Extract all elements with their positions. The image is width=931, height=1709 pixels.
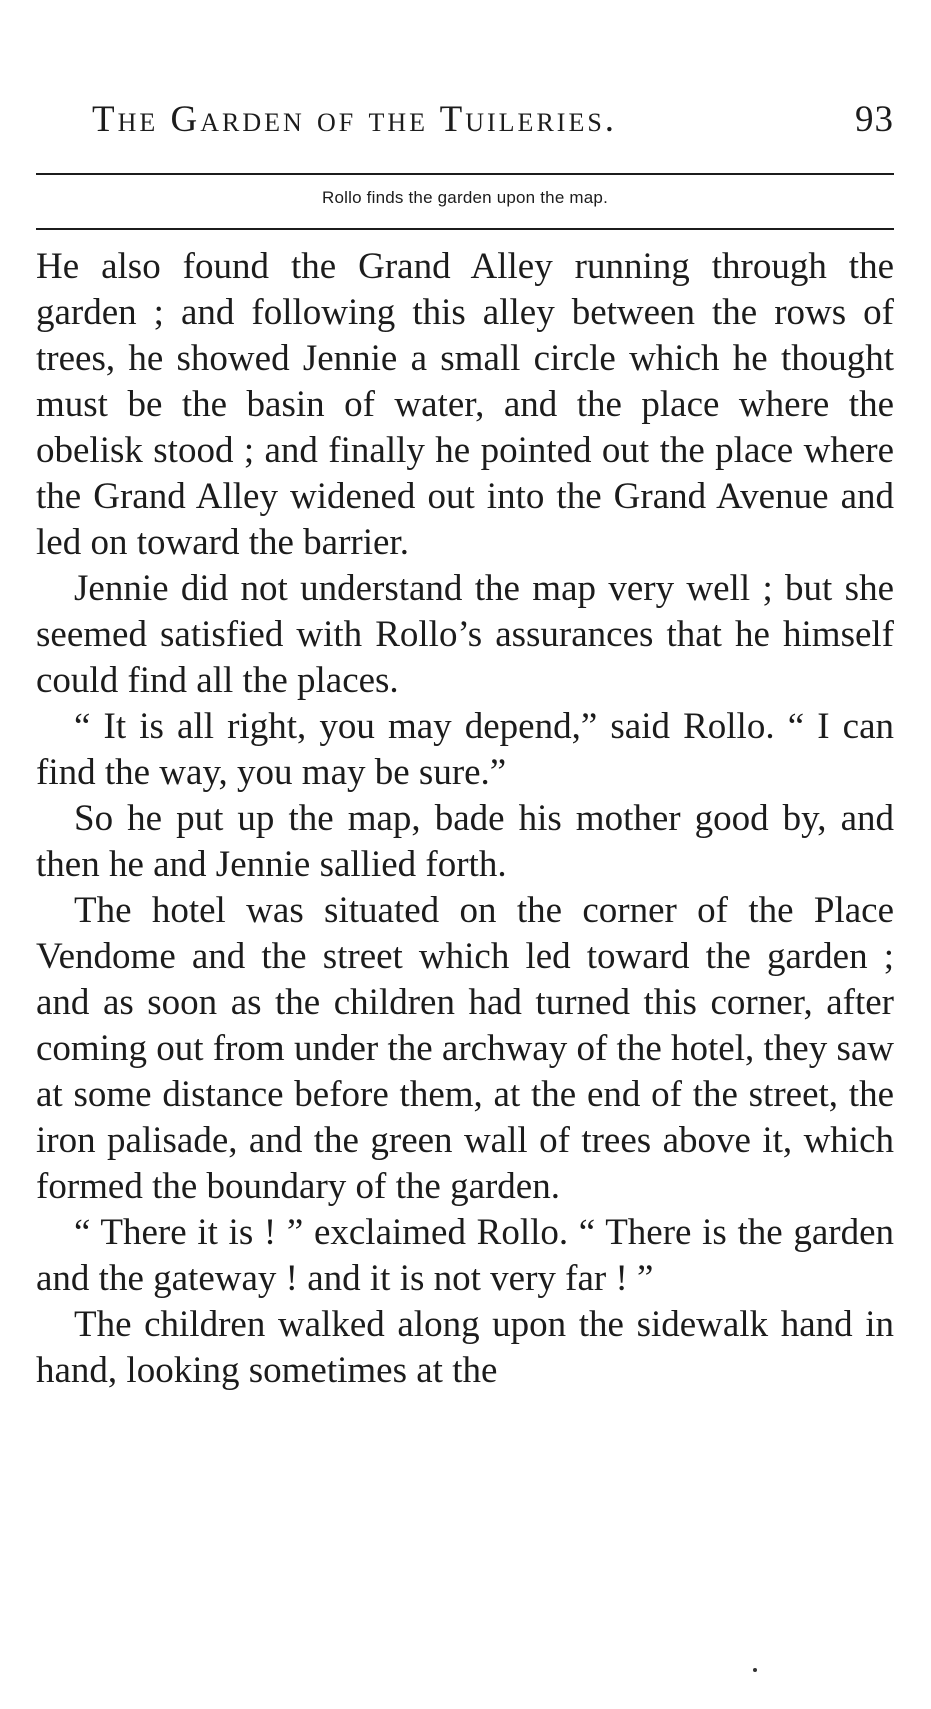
paragraph-6: “ There it is ! ” exclaimed Rollo. “ There is the garden and the gateway ! and it is not very far ! ” <box>36 1212 894 1299</box>
page-number: 93 <box>855 99 894 140</box>
paragraph-3: “ It is all right, you may depend,” said Rollo. “ I can find the way, you may be sure.” <box>36 706 894 793</box>
running-head <box>92 98 894 148</box>
body-text <box>36 244 894 1394</box>
running-title: The Garden of the Tuileries. <box>92 99 618 140</box>
paragraph-1: He also found the Grand Alley running through the garden ; and following this alley between the rows of trees, he showed Jennie a small circle which he thought must be the basin of water, and the place where the obelisk stood ; and finally he pointed out the place where the Grand Alley widened out into the Grand Avenue and led on toward the barrier. <box>36 246 894 563</box>
side-note: Rollo finds the garden upon the map. <box>322 188 608 207</box>
ink-speck <box>753 1668 757 1672</box>
paragraph-4: So he put up the map, bade his mother good by, and then he and Jennie sallied forth. <box>36 798 894 885</box>
book-page <box>36 0 894 1709</box>
paragraph-2: Jennie did not understand the map very well ; but she seemed satisfied with Rollo’s assurances that he himself could find all the places. <box>36 568 894 701</box>
paragraph-7: The children walked along upon the sidewalk hand in hand, looking sometimes at the <box>36 1304 894 1391</box>
header-rule-bottom <box>36 228 894 230</box>
paragraph-5: The hotel was situated on the corner of the Place Vendome and the street which led toward the garden ; and as soon as the children had turned this corner, after coming out from under the archway of the hotel, they saw at some distance before them, at the end of the street, the iron palisade, and the green wall of trees above it, which formed the boundary of the garden. <box>36 890 894 1207</box>
header-rule-top <box>36 173 894 175</box>
